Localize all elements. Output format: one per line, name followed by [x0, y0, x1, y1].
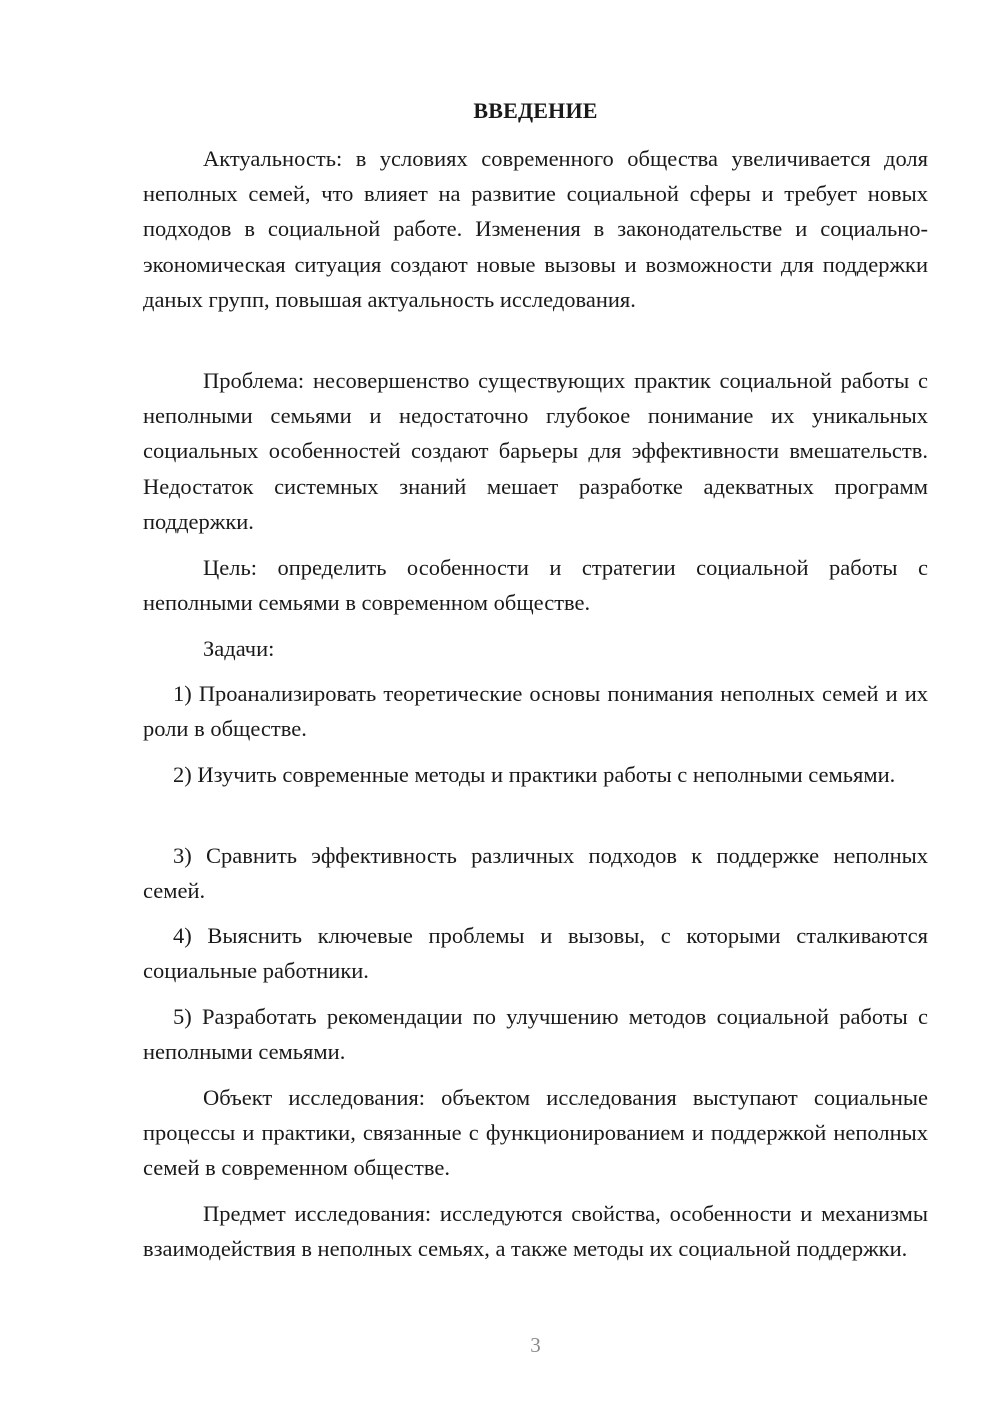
document-page [143, 0, 928, 1414]
task-item-4: 4) Выяснить ключевые проблемы и вызовы, с которыми сталкиваются социальные работники. [143, 923, 928, 984]
task-item-1: 1) Проанализировать теоретические основы понимания неполных семей и их роли в обществе. [143, 681, 928, 742]
paragraph-problem: Проблема: несовершенство существующих практик социальной работы с неполными семьями и недостаточно глубокое понимание их уникальных социальных особенностей создают барьеры для эффективности вмешательств. Недостаток системных знаний мешает разработке адекватных программ поддержки. [143, 368, 928, 534]
task-item-5: 5) Разработать рекомендации по улучшению методов социальной работы с неполными семьями. [143, 1004, 928, 1065]
paragraph-subject: Предмет исследования: исследуются свойства, особенности и механизмы взаимодействия в неполных семьях, а также методы их социальной поддержки. [143, 1201, 928, 1262]
section-title: ВВЕДЕНИЕ [473, 98, 598, 123]
paragraph-relevance: Актуальность: в условиях современного общества увеличивается доля неполных семей, что влияет на развитие социальной сферы и требует новых подходов в социальной работе. Изменения в законодательстве и социально-экономическая ситуация создают новые вызовы и возможности для поддержки даных групп, повышая актуальность исследования. [143, 146, 928, 312]
task-item-2: 2) Изучить современные методы и практики работы с неполными семьями. [173, 762, 896, 787]
paragraph-goal: Цель: определить особенности и стратегии социальной работы с неполными семьями в современном обществе. [143, 555, 928, 616]
paragraph-object: Объект исследования: объектом исследования выступают социальные процессы и практики, связанные с функционированием и поддержкой неполных семей в современном обществе. [143, 1085, 928, 1181]
task-item-3: 3) Сравнить эффективность различных подходов к поддержке неполных семей. [143, 843, 928, 904]
page-number: 3 [530, 1333, 541, 1357]
paragraph-tasks-heading: Задачи: [203, 636, 275, 661]
